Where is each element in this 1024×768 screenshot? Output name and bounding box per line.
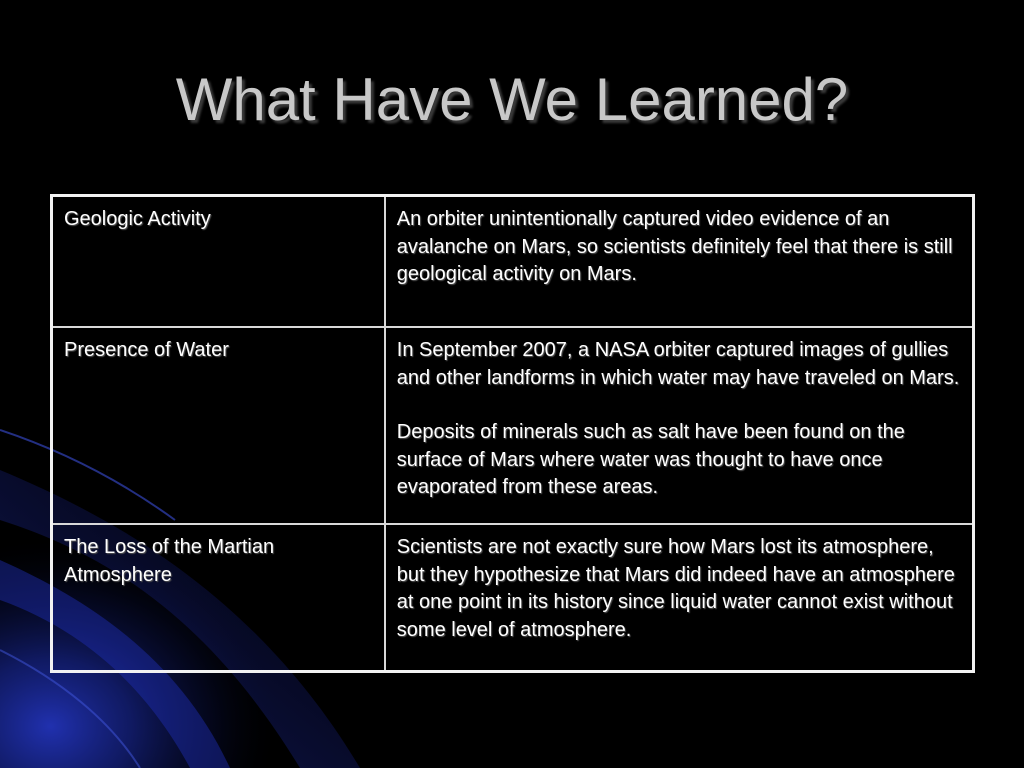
detail-cell xyxy=(385,327,974,524)
table-row xyxy=(52,524,974,672)
detail-paragraph: In September 2007, a NASA orbiter captured images of gullies and other landforms in which water may have traveled on Mars. xyxy=(396,339,960,389)
topic-cell: Presence of Water xyxy=(52,327,385,524)
table-row xyxy=(52,196,974,328)
topic-cell: The Loss of the Martian Atmosphere xyxy=(52,524,385,672)
detail-paragraph: Scientists are not exactly sure how Mars lost its atmosphere, but they hypothesize that Mars did indeed have an atmosphere at one point in its history since liquid water cannot exist without some level of atmosphere. xyxy=(396,536,955,641)
detail-cell xyxy=(385,524,974,672)
detail-paragraph: An orbiter unintentionally captured video evidence of an avalanche on Mars, so scientists definitely feel that there is still geological activity on Mars. xyxy=(396,208,953,285)
detail-cell xyxy=(385,196,974,328)
detail-paragraph: Deposits of minerals such as salt have been found on the surface of Mars where water was thought to have once evaporated from these areas. xyxy=(396,421,905,498)
facts-table xyxy=(50,194,975,673)
slide-title: What Have We Learned? xyxy=(175,66,849,133)
table-row xyxy=(52,327,974,524)
topic-cell: Geologic Activity xyxy=(52,196,385,328)
